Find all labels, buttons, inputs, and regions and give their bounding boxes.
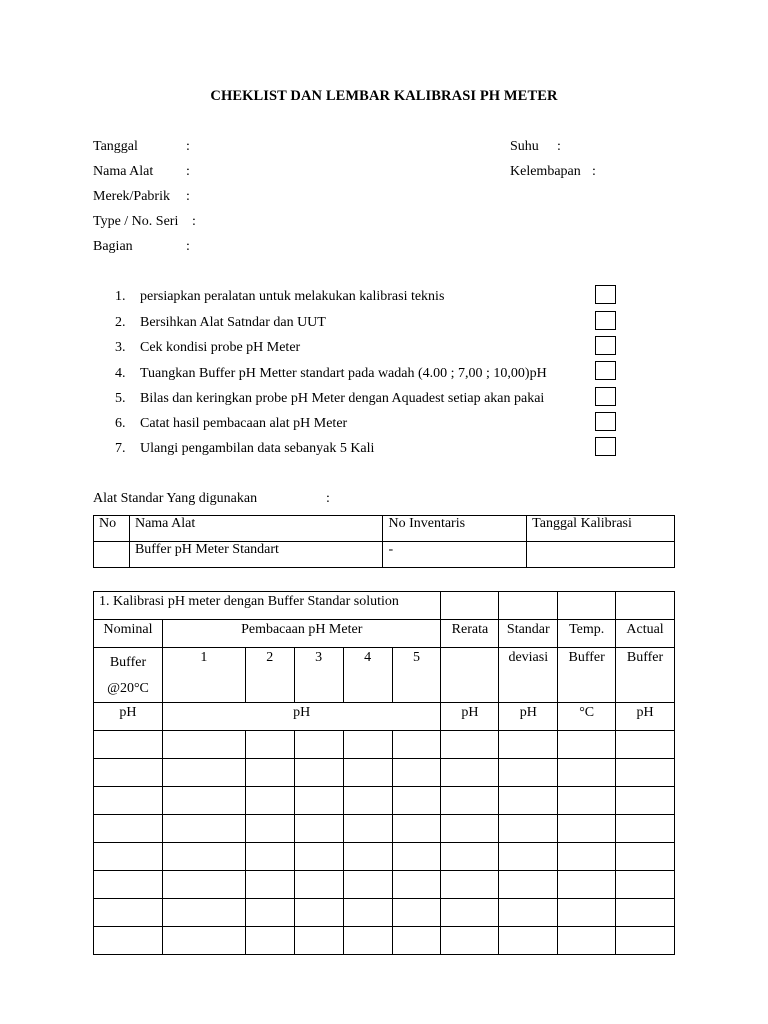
checklist-item — [115, 391, 544, 407]
data-cell[interactable] — [94, 731, 163, 759]
data-cell[interactable] — [558, 731, 616, 759]
field-colon-bagian: : — [186, 239, 190, 254]
data-cell[interactable] — [558, 899, 616, 927]
checklist-item — [115, 441, 374, 457]
unit-actual: pH — [616, 703, 675, 731]
checklist-text: Bilas dan keringkan probe pH Meter dengan Aquadest setiap akan pakai — [140, 391, 545, 406]
data-cell[interactable] — [392, 843, 441, 871]
field-colon-merek: : — [186, 189, 190, 204]
empty-cell — [441, 592, 499, 620]
data-cell[interactable] — [162, 927, 245, 955]
data-cell[interactable] — [162, 815, 245, 843]
checklist-text: Tuangkan Buffer pH Metter standart pada wadah (4.00 ; 7,00 ; 10,00)pH — [140, 366, 547, 381]
table-row — [94, 843, 675, 871]
checklist-number: 3. — [115, 340, 126, 355]
form-title: CHEKLIST DAN LEMBAR KALIBRASI PH METER — [210, 88, 558, 104]
header-temp-buffer: Buffer — [558, 648, 616, 703]
header-rerata: Rerata — [441, 620, 499, 648]
data-cell[interactable] — [441, 815, 499, 843]
unit-temp: °C — [558, 703, 616, 731]
field-colon-nama-alat: : — [186, 164, 190, 179]
checklist-text: Catat hasil pembacaan alat pH Meter — [140, 416, 348, 431]
data-cell[interactable] — [499, 843, 558, 871]
header-at20: @20°C — [107, 681, 149, 696]
data-cell[interactable] — [343, 787, 392, 815]
header-row — [94, 620, 675, 648]
checklist-text: Bersihkan Alat Satndar dan UUT — [140, 315, 326, 330]
field-label-nama-alat: Nama Alat — [93, 164, 154, 179]
subheader-row — [94, 648, 675, 703]
data-cell[interactable] — [343, 815, 392, 843]
data-cell[interactable] — [343, 871, 392, 899]
checklist-checkbox[interactable] — [595, 311, 616, 330]
reading-4: 4 — [343, 648, 392, 703]
data-cell[interactable] — [441, 731, 499, 759]
data-cell[interactable] — [616, 843, 675, 871]
empty-cell — [558, 592, 616, 620]
data-cell[interactable] — [94, 899, 163, 927]
field-label-suhu: Suhu — [510, 139, 539, 154]
data-cell[interactable] — [162, 787, 245, 815]
data-cell[interactable] — [245, 787, 294, 815]
checklist-text: persiapkan peralatan untuk melakukan kalibrasi teknis — [140, 289, 445, 304]
data-cell[interactable] — [441, 871, 499, 899]
checklist-item — [115, 416, 347, 432]
header-no: No — [94, 516, 130, 542]
data-cell[interactable] — [343, 759, 392, 787]
header-actual-buffer: Buffer — [616, 648, 675, 703]
data-cell[interactable] — [294, 927, 343, 955]
data-cell[interactable] — [343, 927, 392, 955]
data-cell[interactable] — [441, 927, 499, 955]
field-label-merek: Merek/Pabrik — [93, 189, 170, 204]
data-cell[interactable] — [294, 731, 343, 759]
data-cell[interactable] — [392, 815, 441, 843]
standard-equipment-table — [93, 515, 675, 568]
reading-1: 1 — [162, 648, 245, 703]
data-cell[interactable] — [343, 731, 392, 759]
data-cell[interactable] — [616, 927, 675, 955]
field-label-kelembapan: Kelembapan — [510, 164, 581, 179]
data-cell[interactable] — [162, 899, 245, 927]
cell-tanggal-kalibrasi[interactable] — [527, 542, 675, 568]
reading-2: 2 — [245, 648, 294, 703]
empty-cell — [616, 592, 675, 620]
table-row — [94, 927, 675, 955]
table-row — [94, 787, 675, 815]
data-cell[interactable] — [94, 759, 163, 787]
data-cell[interactable] — [392, 787, 441, 815]
reading-3: 3 — [294, 648, 343, 703]
field-colon-type: : — [192, 214, 196, 229]
empty-cell — [499, 592, 558, 620]
checklist-checkbox[interactable] — [595, 361, 616, 380]
checklist-number: 5. — [115, 391, 126, 406]
data-cell[interactable] — [245, 815, 294, 843]
data-cell[interactable] — [392, 759, 441, 787]
data-cell[interactable] — [499, 731, 558, 759]
table-row — [94, 899, 675, 927]
data-cell[interactable] — [294, 787, 343, 815]
header-nominal: Nominal — [94, 620, 163, 648]
data-cell[interactable] — [392, 927, 441, 955]
data-cell[interactable] — [441, 843, 499, 871]
table-row — [94, 871, 675, 899]
reading-5: 5 — [392, 648, 441, 703]
checklist-number: 2. — [115, 315, 126, 330]
data-cell[interactable] — [499, 787, 558, 815]
data-cell[interactable] — [294, 871, 343, 899]
checklist-number: 7. — [115, 441, 126, 456]
checklist-item — [115, 289, 444, 305]
checklist-text: Ulangi pengambilan data sebanyak 5 Kali — [140, 441, 375, 456]
data-cell[interactable] — [441, 787, 499, 815]
data-cell[interactable] — [94, 787, 163, 815]
section-title-row — [94, 592, 675, 620]
checklist-checkbox[interactable] — [595, 387, 616, 406]
data-cell[interactable] — [499, 927, 558, 955]
checklist-number: 1. — [115, 289, 126, 304]
header-temp: Temp. — [558, 620, 616, 648]
cell-nama-alat[interactable]: Buffer pH Meter Standart — [129, 542, 383, 568]
cell-no[interactable] — [94, 542, 130, 568]
data-cell[interactable] — [245, 843, 294, 871]
checklist-item — [115, 315, 326, 331]
checklist-checkbox[interactable] — [595, 412, 616, 431]
header-standar: Standar — [499, 620, 558, 648]
data-rows — [94, 731, 675, 955]
field-label-bagian: Bagian — [93, 239, 133, 254]
standard-equipment-label: Alat Standar Yang digunakan — [93, 491, 258, 506]
data-cell[interactable] — [558, 927, 616, 955]
data-cell[interactable] — [558, 759, 616, 787]
data-cell[interactable] — [162, 843, 245, 871]
section-title: 1. Kalibrasi pH meter dengan Buffer Standar solution — [94, 592, 441, 620]
data-cell[interactable] — [294, 759, 343, 787]
data-cell[interactable] — [616, 759, 675, 787]
header-actual: Actual — [616, 620, 675, 648]
data-cell[interactable] — [294, 815, 343, 843]
data-cell[interactable] — [94, 871, 163, 899]
cell-no-inventaris[interactable]: - — [383, 542, 527, 568]
data-cell[interactable] — [558, 843, 616, 871]
data-cell[interactable] — [616, 787, 675, 815]
checklist-item — [115, 366, 547, 382]
checklist-checkbox[interactable] — [595, 437, 616, 456]
data-cell[interactable] — [245, 731, 294, 759]
units-row — [94, 703, 675, 731]
field-label-type: Type / No. Seri — [93, 214, 179, 229]
data-cell[interactable] — [616, 731, 675, 759]
data-cell[interactable] — [162, 731, 245, 759]
table-row — [94, 731, 675, 759]
data-cell[interactable] — [616, 815, 675, 843]
data-cell[interactable] — [499, 871, 558, 899]
data-cell[interactable] — [94, 927, 163, 955]
data-cell[interactable] — [162, 871, 245, 899]
data-cell[interactable] — [616, 871, 675, 899]
data-cell[interactable] — [294, 843, 343, 871]
data-cell[interactable] — [94, 843, 163, 871]
data-cell[interactable] — [392, 731, 441, 759]
field-colon-kelembapan: : — [592, 164, 596, 179]
table-row — [94, 542, 675, 568]
checklist-number: 6. — [115, 416, 126, 431]
data-cell[interactable] — [245, 871, 294, 899]
data-cell[interactable] — [441, 899, 499, 927]
data-cell[interactable] — [558, 871, 616, 899]
data-cell[interactable] — [499, 815, 558, 843]
unit-standar: pH — [499, 703, 558, 731]
data-cell[interactable] — [499, 759, 558, 787]
field-colon-tanggal: : — [186, 139, 190, 154]
table-row — [94, 815, 675, 843]
data-cell[interactable] — [245, 759, 294, 787]
data-cell[interactable] — [558, 815, 616, 843]
data-cell[interactable] — [343, 899, 392, 927]
checklist-checkbox[interactable] — [595, 285, 616, 304]
data-cell[interactable] — [245, 899, 294, 927]
unit-pembacaan: pH — [162, 703, 441, 731]
header-no-inventaris: No Inventaris — [383, 516, 527, 542]
header-pembacaan: Pembacaan pH Meter — [162, 620, 441, 648]
unit-nominal: pH — [94, 703, 163, 731]
data-cell[interactable] — [162, 759, 245, 787]
calibration-table — [93, 591, 675, 955]
header-buffer: Buffer — [109, 655, 147, 670]
data-cell[interactable] — [558, 787, 616, 815]
data-cell[interactable] — [294, 899, 343, 927]
header-deviasi: deviasi — [499, 648, 558, 703]
data-cell[interactable] — [392, 899, 441, 927]
data-cell[interactable] — [343, 843, 392, 871]
data-cell[interactable] — [499, 899, 558, 927]
checklist-checkbox[interactable] — [595, 336, 616, 355]
data-cell[interactable] — [616, 899, 675, 927]
field-colon-suhu: : — [557, 139, 561, 154]
data-cell[interactable] — [441, 759, 499, 787]
data-cell[interactable] — [245, 927, 294, 955]
table-header-row — [94, 516, 675, 542]
table-row — [94, 759, 675, 787]
field-label-tanggal: Tanggal — [93, 139, 138, 154]
header-tanggal-kalibrasi: Tanggal Kalibrasi — [527, 516, 675, 542]
checklist-number: 4. — [115, 366, 126, 381]
checklist-text: Cek kondisi probe pH Meter — [140, 340, 301, 355]
empty-cell — [441, 648, 499, 703]
standard-equipment-colon: : — [326, 491, 330, 506]
checklist-item — [115, 340, 300, 356]
header-buffer-at20 — [94, 648, 163, 703]
data-cell[interactable] — [392, 871, 441, 899]
header-nama-alat: Nama Alat — [129, 516, 383, 542]
unit-rerata: pH — [441, 703, 499, 731]
data-cell[interactable] — [94, 815, 163, 843]
